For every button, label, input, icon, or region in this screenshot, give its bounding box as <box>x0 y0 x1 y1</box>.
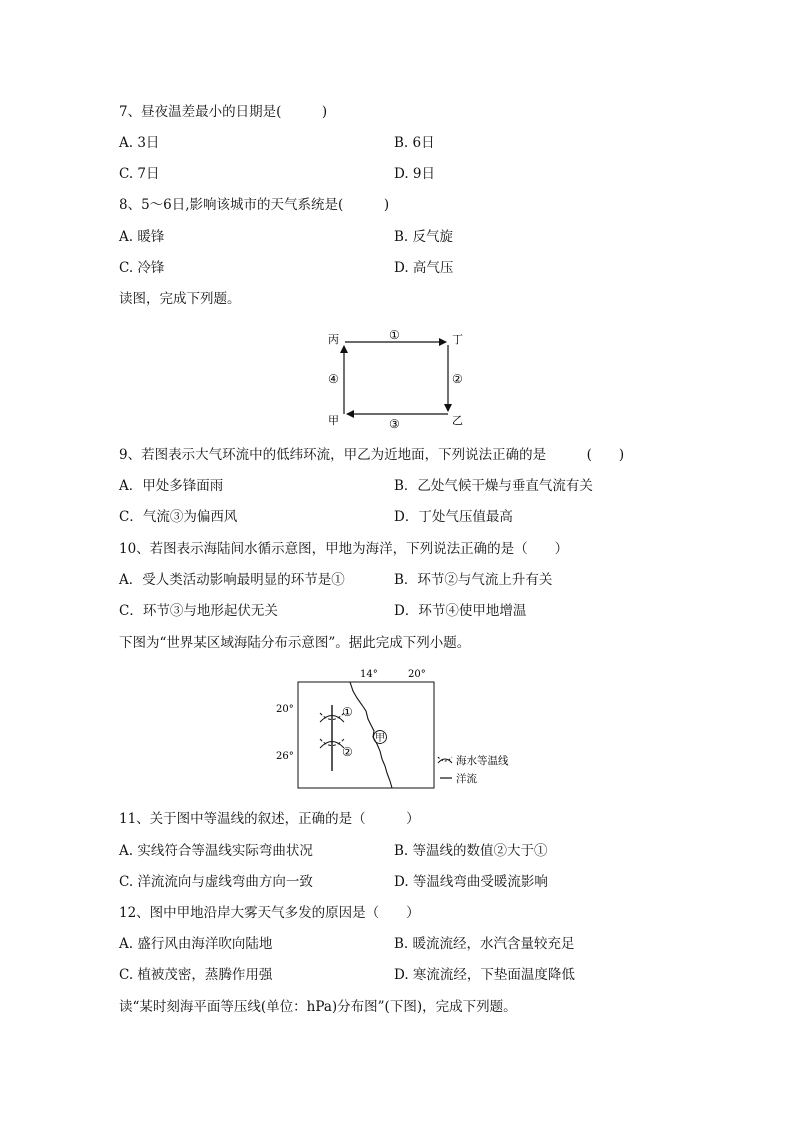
q11-stem: 11、关于图中等温线的叙述，正确的是（ ） <box>119 811 420 827</box>
q10-option-d[interactable]: D．环节④使甲地增温 <box>394 603 527 619</box>
intro-figure-3: 读“某时刻海平面等压线(单位：hPa)分布图”(下图)，完成下列题。 <box>119 999 517 1015</box>
q7-option-d[interactable]: D. 9日 <box>394 166 436 182</box>
longitude-20-label: 20° <box>408 669 426 680</box>
legend-current-label: 洋流 <box>456 773 477 785</box>
q11-option-c[interactable]: C. 洋流流向与虚线弯曲方向一致 <box>119 874 313 890</box>
q10-option-a[interactable]: A．受人类活动影响最明显的环节是① <box>119 572 345 588</box>
q12-option-c[interactable]: C. 植被茂密，蒸腾作用强 <box>119 967 273 983</box>
q8-option-b[interactable]: B. 反气旋 <box>394 229 454 245</box>
corner-se-label: 乙 <box>452 414 463 427</box>
q8-stem: 8、5～6日,影响该城市的天气系统是( ) <box>119 197 390 213</box>
q7-stem: 7、昼夜温差最小的日期是( ) <box>119 104 328 120</box>
legend-isotherm-label: 海水等温线 <box>456 755 509 767</box>
q7-option-c[interactable]: C. 7日 <box>119 166 160 182</box>
corner-nw-label: 丙 <box>328 333 339 346</box>
isotherm-2-label: ② <box>342 745 353 759</box>
q9-option-d[interactable]: D．丁处气压值最高 <box>394 509 513 525</box>
arrow-right-label: ② <box>452 372 463 386</box>
arrow-bottom-label: ③ <box>389 417 400 430</box>
q12-stem: 12、图中甲地沿岸大雾天气多发的原因是（ ） <box>119 905 420 921</box>
arrow-top-label: ① <box>389 328 400 342</box>
q9-option-b[interactable]: B．乙处气候干燥与垂直气流有关 <box>394 478 593 494</box>
q11-option-a[interactable]: A. 实线符合等温线实际弯曲状况 <box>119 843 313 859</box>
q10-option-b[interactable]: B．环节②与气流上升有关 <box>394 572 553 588</box>
q8-option-a[interactable]: A. 暖锋 <box>119 229 165 245</box>
q10-option-c[interactable]: C．环节③与地形起伏无关 <box>119 603 278 619</box>
q9-option-c[interactable]: C．气流③为偏西风 <box>119 509 238 525</box>
corner-sw-label: 甲 <box>328 414 339 427</box>
circulation-diagram <box>320 325 470 430</box>
arrow-left-label: ④ <box>328 372 339 386</box>
q10-stem: 10、若图表示海陆间水循示意图，甲地为海洋，下列说法正确的是（ ） <box>119 541 569 557</box>
q7-option-a[interactable]: A. 3日 <box>119 135 160 151</box>
q11-option-d[interactable]: D. 等温线弯曲受暖流影响 <box>394 874 548 890</box>
coastline <box>350 682 392 788</box>
intro-figure-1: 读图，完成下列题。 <box>119 291 241 307</box>
isotherm-1-label: ① <box>342 705 353 719</box>
place-label: 甲 <box>375 733 385 744</box>
q12-option-d[interactable]: D. 寒流流经，下垫面温度降低 <box>394 967 575 983</box>
q12-option-b[interactable]: B. 暖流流经，水汽含量较充足 <box>394 936 575 952</box>
q12-option-a[interactable]: A. 盛行风由海洋吹向陆地 <box>119 936 273 952</box>
sea-land-map <box>270 665 530 793</box>
q7-option-b[interactable]: B. 6日 <box>394 135 435 151</box>
q11-option-b[interactable]: B. 等温线的数值②大于① <box>394 843 548 859</box>
latitude-26-label: 26° <box>276 751 294 762</box>
map-frame <box>298 682 434 788</box>
q9-stem: 9、若图表示大气环流中的低纬环流，甲乙为近地面，下列说法正确的是 ( ) <box>119 447 625 463</box>
corner-ne-label: 丁 <box>452 333 463 346</box>
longitude-14-label: 14° <box>360 669 378 680</box>
q8-option-c[interactable]: C. 冷锋 <box>119 260 165 276</box>
q9-option-a[interactable]: A．甲处多锋面雨 <box>119 478 224 494</box>
intro-figure-2: 下图为“世界某区域海陆分布示意图”。据此完成下列小题。 <box>119 635 471 651</box>
latitude-20-label: 20° <box>276 704 294 715</box>
q8-option-d[interactable]: D. 高气压 <box>394 260 454 276</box>
